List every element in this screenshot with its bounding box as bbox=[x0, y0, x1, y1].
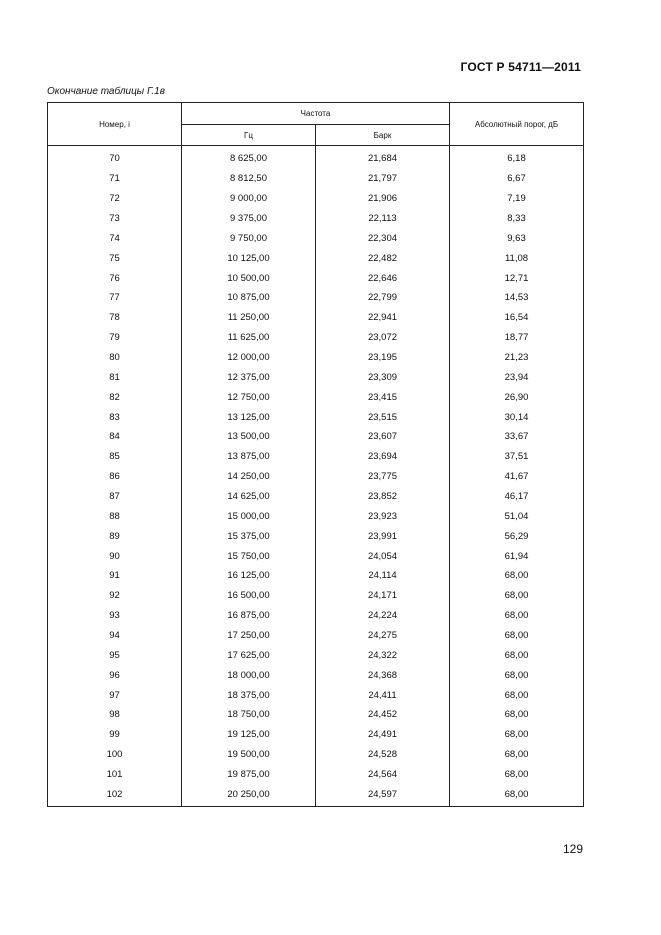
table-row bbox=[48, 387, 584, 407]
cell-threshold: 68,00 bbox=[450, 626, 584, 646]
cell-hz: 18 000,00 bbox=[182, 665, 316, 685]
cell-number: 75 bbox=[48, 248, 182, 268]
table-row bbox=[48, 665, 584, 685]
cell-number: 74 bbox=[48, 228, 182, 248]
table-row bbox=[48, 268, 584, 288]
cell-hz: 18 375,00 bbox=[182, 685, 316, 705]
table-row bbox=[48, 566, 584, 586]
cell-threshold: 33,67 bbox=[450, 427, 584, 447]
cell-threshold: 12,71 bbox=[450, 268, 584, 288]
table-row bbox=[48, 725, 584, 745]
cell-threshold: 68,00 bbox=[450, 645, 584, 665]
cell-threshold: 14,53 bbox=[450, 288, 584, 308]
table-row bbox=[48, 487, 584, 507]
header-threshold: Абсолютный порог, дБ bbox=[450, 103, 584, 146]
cell-bark: 24,054 bbox=[316, 546, 450, 566]
table-row bbox=[48, 586, 584, 606]
cell-bark: 24,275 bbox=[316, 626, 450, 646]
cell-bark: 22,304 bbox=[316, 228, 450, 248]
table-row bbox=[48, 685, 584, 705]
cell-hz: 18 750,00 bbox=[182, 705, 316, 725]
table-row bbox=[48, 506, 584, 526]
cell-hz: 19 125,00 bbox=[182, 725, 316, 745]
page-number: 129 bbox=[562, 842, 583, 856]
cell-number: 72 bbox=[48, 189, 182, 209]
cell-threshold: 21,23 bbox=[450, 348, 584, 368]
cell-threshold: 61,94 bbox=[450, 546, 584, 566]
cell-hz: 15 000,00 bbox=[182, 506, 316, 526]
cell-bark: 23,852 bbox=[316, 487, 450, 507]
cell-threshold: 26,90 bbox=[450, 387, 584, 407]
cell-hz: 16 875,00 bbox=[182, 606, 316, 626]
cell-hz: 10 500,00 bbox=[182, 268, 316, 288]
cell-number: 92 bbox=[48, 586, 182, 606]
cell-threshold: 7,19 bbox=[450, 189, 584, 209]
cell-bark: 23,923 bbox=[316, 506, 450, 526]
cell-hz: 12 375,00 bbox=[182, 367, 316, 387]
table-row bbox=[48, 367, 584, 387]
cell-bark: 22,482 bbox=[316, 248, 450, 268]
cell-number: 86 bbox=[48, 467, 182, 487]
cell-number: 93 bbox=[48, 606, 182, 626]
cell-number: 80 bbox=[48, 348, 182, 368]
cell-number: 98 bbox=[48, 705, 182, 725]
cell-hz: 14 625,00 bbox=[182, 487, 316, 507]
cell-number: 78 bbox=[48, 308, 182, 328]
cell-threshold: 30,14 bbox=[450, 407, 584, 427]
header-number: Номер, i bbox=[48, 103, 182, 146]
cell-bark: 23,515 bbox=[316, 407, 450, 427]
cell-number: 101 bbox=[48, 765, 182, 785]
cell-threshold: 68,00 bbox=[450, 785, 584, 807]
table-caption: Окончание таблицы Г.1в bbox=[47, 86, 165, 97]
table-row bbox=[48, 785, 584, 807]
cell-number: 70 bbox=[48, 146, 182, 169]
header-bark: Барк bbox=[316, 125, 450, 146]
table-row bbox=[48, 328, 584, 348]
cell-hz: 13 125,00 bbox=[182, 407, 316, 427]
cell-threshold: 68,00 bbox=[450, 606, 584, 626]
cell-hz: 8 812,50 bbox=[182, 169, 316, 189]
document-code: ГОСТ Р 54711—2011 bbox=[460, 60, 581, 74]
cell-number: 76 bbox=[48, 268, 182, 288]
cell-hz: 13 875,00 bbox=[182, 447, 316, 467]
table-row bbox=[48, 407, 584, 427]
table-row bbox=[48, 146, 584, 169]
cell-number: 90 bbox=[48, 546, 182, 566]
cell-number: 89 bbox=[48, 526, 182, 546]
cell-hz: 11 250,00 bbox=[182, 308, 316, 328]
cell-bark: 23,775 bbox=[316, 467, 450, 487]
threshold-table bbox=[47, 102, 584, 807]
cell-bark: 24,224 bbox=[316, 606, 450, 626]
table-row bbox=[48, 447, 584, 467]
cell-bark: 24,368 bbox=[316, 665, 450, 685]
cell-hz: 13 500,00 bbox=[182, 427, 316, 447]
cell-number: 77 bbox=[48, 288, 182, 308]
cell-bark: 23,309 bbox=[316, 367, 450, 387]
cell-number: 100 bbox=[48, 745, 182, 765]
cell-threshold: 68,00 bbox=[450, 586, 584, 606]
cell-threshold: 68,00 bbox=[450, 705, 584, 725]
cell-bark: 24,491 bbox=[316, 725, 450, 745]
cell-threshold: 23,94 bbox=[450, 367, 584, 387]
cell-threshold: 68,00 bbox=[450, 665, 584, 685]
cell-hz: 9 000,00 bbox=[182, 189, 316, 209]
cell-threshold: 46,17 bbox=[450, 487, 584, 507]
cell-number: 94 bbox=[48, 626, 182, 646]
cell-hz: 10 875,00 bbox=[182, 288, 316, 308]
cell-bark: 21,684 bbox=[316, 146, 450, 169]
cell-hz: 9 375,00 bbox=[182, 209, 316, 229]
cell-bark: 24,171 bbox=[316, 586, 450, 606]
cell-number: 82 bbox=[48, 387, 182, 407]
cell-bark: 24,564 bbox=[316, 765, 450, 785]
table-row bbox=[48, 626, 584, 646]
table-body bbox=[48, 146, 584, 807]
cell-number: 96 bbox=[48, 665, 182, 685]
cell-bark: 21,797 bbox=[316, 169, 450, 189]
cell-hz: 12 750,00 bbox=[182, 387, 316, 407]
cell-bark: 23,072 bbox=[316, 328, 450, 348]
header-hz: Гц bbox=[182, 125, 316, 146]
cell-bark: 24,114 bbox=[316, 566, 450, 586]
table-row bbox=[48, 209, 584, 229]
table-row bbox=[48, 248, 584, 268]
cell-number: 88 bbox=[48, 506, 182, 526]
cell-hz: 17 250,00 bbox=[182, 626, 316, 646]
cell-bark: 23,991 bbox=[316, 526, 450, 546]
cell-number: 79 bbox=[48, 328, 182, 348]
cell-number: 97 bbox=[48, 685, 182, 705]
cell-bark: 23,195 bbox=[316, 348, 450, 368]
cell-number: 71 bbox=[48, 169, 182, 189]
table-row bbox=[48, 745, 584, 765]
cell-threshold: 68,00 bbox=[450, 566, 584, 586]
cell-hz: 19 875,00 bbox=[182, 765, 316, 785]
cell-hz: 14 250,00 bbox=[182, 467, 316, 487]
cell-number: 73 bbox=[48, 209, 182, 229]
table-row bbox=[48, 606, 584, 626]
cell-hz: 8 625,00 bbox=[182, 146, 316, 169]
cell-threshold: 68,00 bbox=[450, 745, 584, 765]
cell-hz: 9 750,00 bbox=[182, 228, 316, 248]
cell-bark: 22,799 bbox=[316, 288, 450, 308]
cell-threshold: 6,67 bbox=[450, 169, 584, 189]
cell-bark: 24,597 bbox=[316, 785, 450, 807]
cell-bark: 24,452 bbox=[316, 705, 450, 725]
cell-number: 84 bbox=[48, 427, 182, 447]
cell-number: 81 bbox=[48, 367, 182, 387]
cell-bark: 21,906 bbox=[316, 189, 450, 209]
cell-threshold: 41,67 bbox=[450, 467, 584, 487]
cell-threshold: 56,29 bbox=[450, 526, 584, 546]
cell-hz: 20 250,00 bbox=[182, 785, 316, 807]
cell-number: 91 bbox=[48, 566, 182, 586]
table-row bbox=[48, 169, 584, 189]
table-row bbox=[48, 467, 584, 487]
cell-number: 85 bbox=[48, 447, 182, 467]
cell-hz: 11 625,00 bbox=[182, 328, 316, 348]
cell-bark: 24,322 bbox=[316, 645, 450, 665]
table-row bbox=[48, 308, 584, 328]
cell-bark: 22,646 bbox=[316, 268, 450, 288]
cell-hz: 12 000,00 bbox=[182, 348, 316, 368]
cell-threshold: 68,00 bbox=[450, 685, 584, 705]
cell-threshold: 68,00 bbox=[450, 725, 584, 745]
cell-bark: 22,941 bbox=[316, 308, 450, 328]
cell-number: 95 bbox=[48, 645, 182, 665]
table-row bbox=[48, 645, 584, 665]
cell-threshold: 18,77 bbox=[450, 328, 584, 348]
cell-threshold: 16,54 bbox=[450, 308, 584, 328]
cell-threshold: 6,18 bbox=[450, 146, 584, 169]
cell-hz: 16 500,00 bbox=[182, 586, 316, 606]
cell-hz: 10 125,00 bbox=[182, 248, 316, 268]
cell-threshold: 51,04 bbox=[450, 506, 584, 526]
table-row bbox=[48, 288, 584, 308]
cell-threshold: 8,33 bbox=[450, 209, 584, 229]
table-row bbox=[48, 705, 584, 725]
cell-threshold: 11,08 bbox=[450, 248, 584, 268]
cell-bark: 23,694 bbox=[316, 447, 450, 467]
cell-hz: 15 750,00 bbox=[182, 546, 316, 566]
cell-hz: 15 375,00 bbox=[182, 526, 316, 546]
table-row bbox=[48, 228, 584, 248]
cell-number: 87 bbox=[48, 487, 182, 507]
cell-bark: 23,415 bbox=[316, 387, 450, 407]
table-row bbox=[48, 765, 584, 785]
cell-number: 83 bbox=[48, 407, 182, 427]
cell-hz: 19 500,00 bbox=[182, 745, 316, 765]
table-row bbox=[48, 546, 584, 566]
cell-number: 102 bbox=[48, 785, 182, 807]
table-row bbox=[48, 189, 584, 209]
cell-hz: 16 125,00 bbox=[182, 566, 316, 586]
header-frequency: Частота bbox=[182, 103, 450, 125]
cell-threshold: 68,00 bbox=[450, 765, 584, 785]
cell-bark: 22,113 bbox=[316, 209, 450, 229]
cell-hz: 17 625,00 bbox=[182, 645, 316, 665]
cell-bark: 24,411 bbox=[316, 685, 450, 705]
table-row bbox=[48, 348, 584, 368]
table-row bbox=[48, 526, 584, 546]
cell-bark: 23,607 bbox=[316, 427, 450, 447]
cell-threshold: 37,51 bbox=[450, 447, 584, 467]
cell-number: 99 bbox=[48, 725, 182, 745]
cell-threshold: 9,63 bbox=[450, 228, 584, 248]
table-row bbox=[48, 427, 584, 447]
cell-bark: 24,528 bbox=[316, 745, 450, 765]
